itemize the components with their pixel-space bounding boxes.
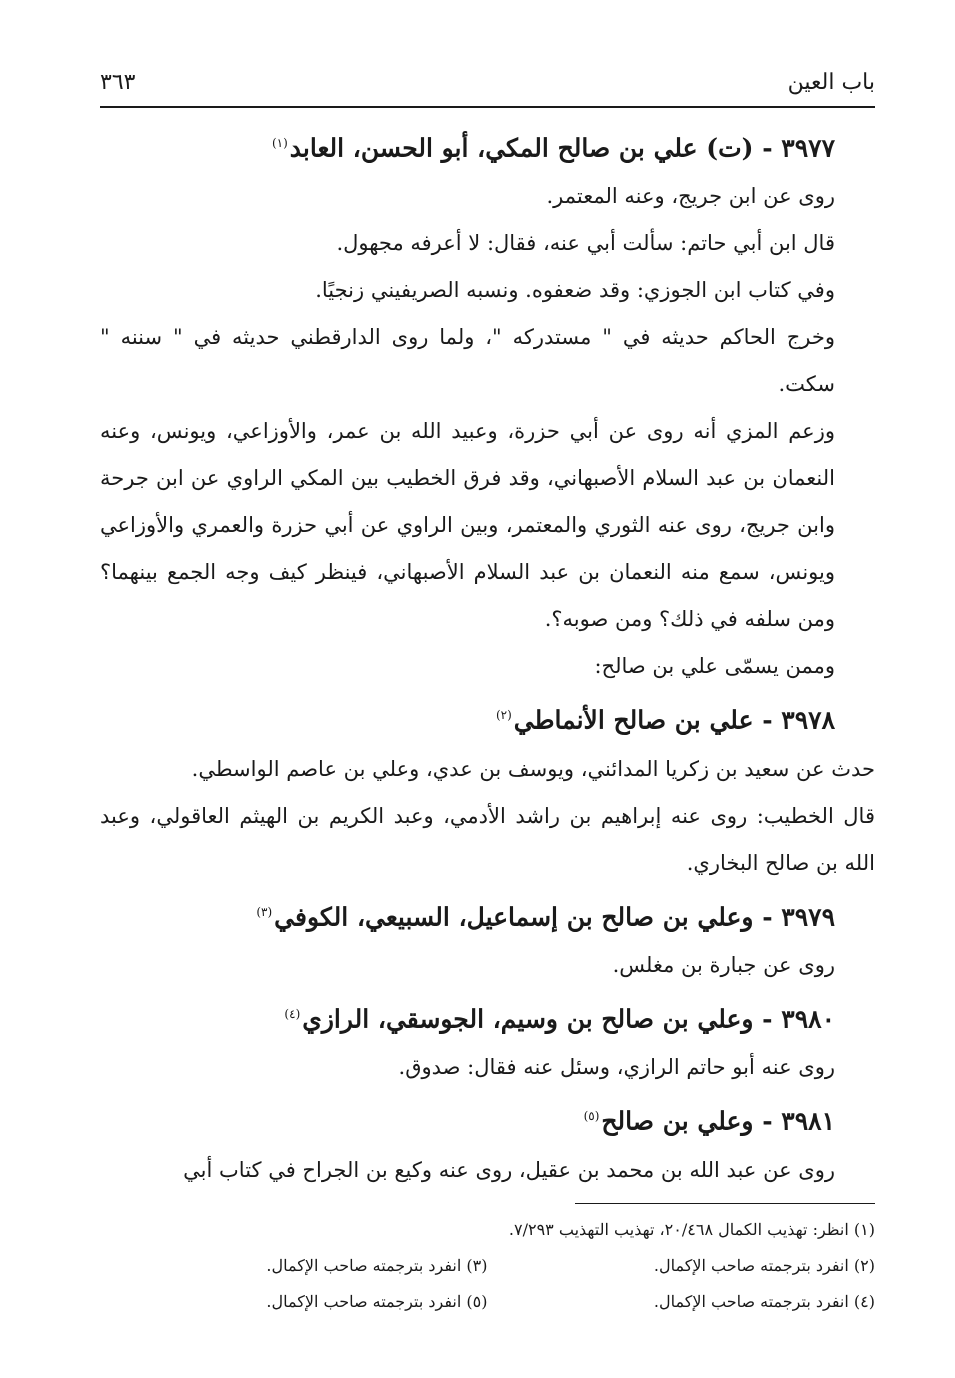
footnotes [100,1212,875,1320]
footnote-2: (٢) انفرد بترجمته صاحب الإكمال. [653,1256,875,1275]
page-number: ٣٦٣ [100,70,136,95]
footnote-marker: (٥) [583,1109,600,1124]
footnote-3: (٣) انفرد بترجمته صاحب الإكمال. [266,1256,488,1275]
entry-heading [100,118,875,173]
entry-heading-text: ٣٩٨٠ - وعلي بن صالح بن وسيم، الجوسقي، الرازي [302,1004,835,1034]
entry-heading-text: ٣٩٧٨ - علي بن صالح الأنماطي [513,705,835,735]
main-text [100,118,875,1194]
footnote-marker: (٤) [284,1006,301,1021]
footnote-row [100,1284,875,1320]
paragraph: قال ابن أبي حاتم: سألت أبي عنه، فقال: لا أعرفه مجهول. [336,231,835,256]
footnote-row [100,1248,875,1284]
entry-heading [100,989,875,1044]
footnote-marker: (١) [271,136,288,150]
paragraph: قال الخطيب: روى عنه إبراهيم بن راشد الأدمي، وعبد الكريم بن الهيثم العاقولي، وعبد الله بن صالح البخاري. [100,803,875,875]
footnote-separator [575,1203,875,1204]
footnote-marker: (٢) [495,708,512,723]
entry-heading-text: ٣٩٨١ - وعلي بن صالح [601,1106,835,1136]
footnote-4: (٤) انفرد بترجمته صاحب الإكمال. [653,1292,875,1311]
entry-heading [100,690,875,745]
entry-heading-text: ٣٩٧٧ - (ت) علي بن صالح المكي، أبو الحسن، العابد [289,133,835,163]
paragraph: روى عن عبد الله بن محمد بن عقيل، روى عنه وكيع بن الجراح في كتاب أبي [183,1157,835,1182]
entry-heading-text: ٣٩٧٩ - وعلي بن صالح بن إسماعيل، السبيعي، الكوفي [274,901,835,931]
paragraph: روى عن جبارة بن مغلس. [612,952,835,977]
entry-heading [100,887,875,942]
paragraph: وفي كتاب ابن الجوزي: وقد ضعفوه. ونسبه الصريفيني زنجيًا. [315,278,835,303]
paragraph: وممن يسمّى علي بن صالح: [594,654,835,679]
paragraph: حدث عن سعيد بن زكريا المدائني، ويوسف بن عدي، وعلي بن عاصم الواسطي. [191,756,875,781]
paragraph: روى عن ابن جريج، وعنه المعتمر. [546,184,835,209]
paragraph: وزعم المزي أنه روى عن أبي حزرة، وعبيد الله بن عمر، والأوزاعي، ويونس، وعنه النعمان بن عبد السلام الأصبهاني، وقد فرق الخطيب بين المكي الراوي عن ابن جرحة وابن جريج، روى عنه الثوري والمعتمر، وبين الراوي عن أبي حزرة والعمري والأوزاعي ويونس، سمع منه النعمان بن عبد السلام الأصبهاني، فينظر كيف وجه الجمع بينهما؟ ومن سلفه في ذلك؟ ومن صوبه؟. [100,419,835,632]
footnote-1: (١) انظر: تهذيب الكمال ٢٠/٤٦٨، تهذيب التهذيب ٧/٢٩٣. [508,1220,875,1239]
footnote-5: (٥) انفرد بترجمته صاحب الإكمال. [266,1292,488,1311]
chapter-title: باب العين [787,70,875,95]
entry-heading [100,1091,875,1146]
footnote-marker: (٣) [256,904,273,919]
running-header [100,66,875,108]
paragraph: روى عنه أبو حاتم الرازي، وسئل عنه فقال: صدوق. [398,1055,835,1080]
paragraph: وخرج الحاكم حديثه في " مستدركه "، ولما روى الدارقطني حديثه في " سننه " سكت. [100,325,835,397]
